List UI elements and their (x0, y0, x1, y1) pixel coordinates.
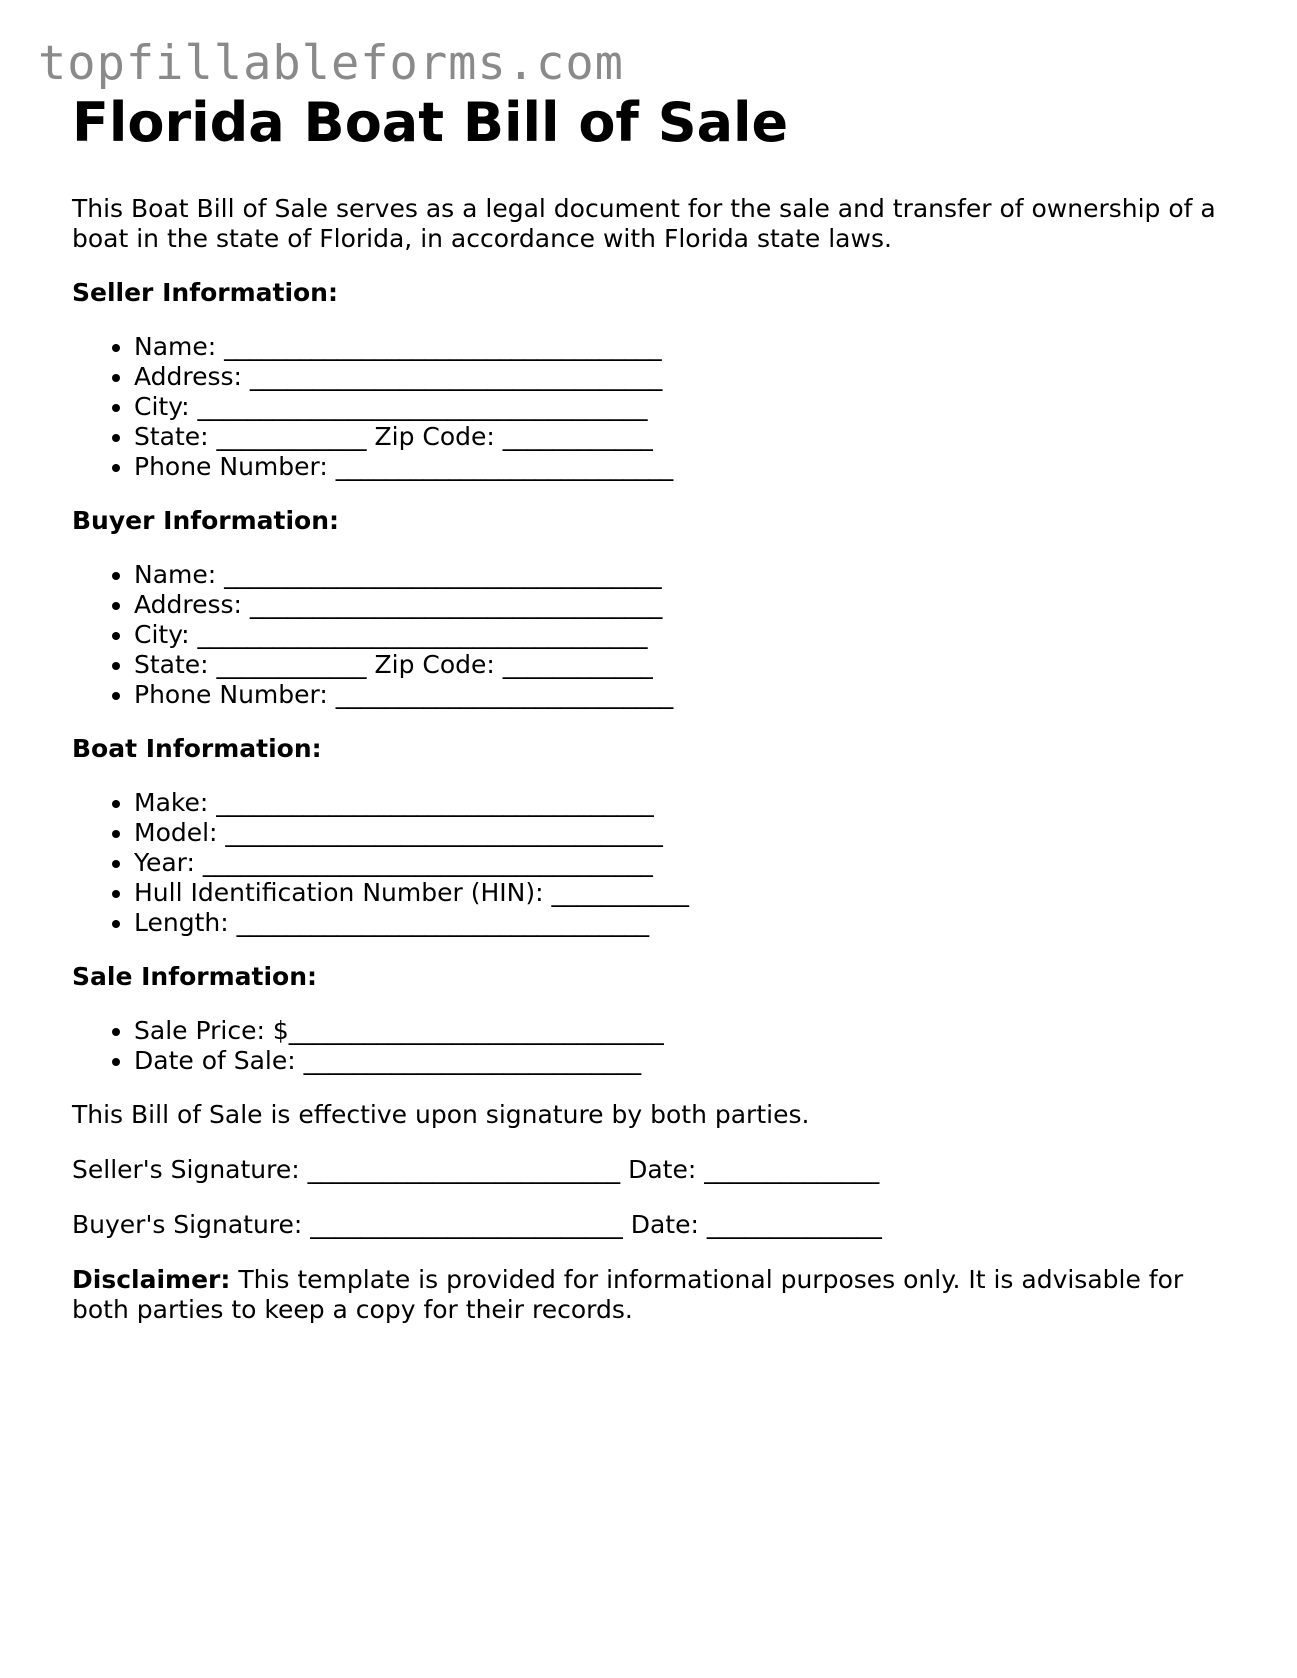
buyer-city-field[interactable]: • City: ____________________________________ (134, 620, 1232, 650)
seller-name-field[interactable]: • Name: ___________________________________ (134, 332, 1232, 362)
boat-heading: Boat Information: (72, 734, 322, 764)
disclaimer-label: Disclaimer: (72, 1265, 231, 1295)
sale-fields (72, 1016, 1232, 1076)
disclaimer (72, 1265, 1232, 1325)
sale-date-field[interactable]: • Date of Sale: ___________________________ (134, 1046, 1232, 1076)
intro-paragraph: This Boat Bill of Sale serves as a legal document for the sale and transfer of ownership of a boat in the state of Florida, in accordance with Florida state laws. (72, 194, 1216, 254)
seller-address-field[interactable]: • Address: _________________________________ (134, 362, 1232, 392)
watermark: topfillableforms.com (38, 36, 624, 91)
buyer-state-zip-field[interactable]: • State: ____________ Zip Code: ____________ (134, 650, 1232, 680)
buyer-name-field[interactable]: • Name: ___________________________________ (134, 560, 1232, 590)
buyer-address-field[interactable]: • Address: _________________________________ (134, 590, 1232, 620)
seller-heading: Seller Information: (72, 278, 338, 308)
buyer-fields (72, 560, 1232, 710)
seller-city-field[interactable]: • City: ____________________________________ (134, 392, 1232, 422)
sale-heading: Sale Information: (72, 962, 317, 992)
document-title: Florida Boat Bill of Sale (72, 91, 789, 154)
seller-signature-line[interactable]: Seller's Signature: _________________________ Date: ______________ (72, 1155, 880, 1185)
effective-statement: This Bill of Sale is effective upon signature by both parties. (72, 1100, 810, 1130)
boat-model-field[interactable]: • Model: ___________________________________ (134, 818, 1232, 848)
seller-phone-field[interactable]: • Phone Number: ___________________________ (134, 452, 1232, 482)
disclaimer-text: This template is provided for informational purposes only. It is advisable for both parties to keep a copy for their records. (72, 1265, 1184, 1325)
boat-year-field[interactable]: • Year: ____________________________________ (134, 848, 1232, 878)
seller-fields (72, 332, 1232, 482)
boat-make-field[interactable]: • Make: ___________________________________ (134, 788, 1232, 818)
buyer-phone-field[interactable]: • Phone Number: ___________________________ (134, 680, 1232, 710)
sale-price-field[interactable]: • Sale Price: $______________________________ (134, 1016, 1232, 1046)
boat-hin-field[interactable]: • Hull Identification Number (HIN): ___________ (134, 878, 1232, 908)
buyer-signature-line[interactable]: Buyer's Signature: _________________________ Date: ______________ (72, 1210, 882, 1240)
boat-length-field[interactable]: • Length: _________________________________ (134, 908, 1232, 938)
seller-state-zip-field[interactable]: • State: ____________ Zip Code: ____________ (134, 422, 1232, 452)
document-page (72, 92, 1232, 1325)
buyer-heading: Buyer Information: (72, 506, 340, 536)
boat-fields (72, 788, 1232, 938)
